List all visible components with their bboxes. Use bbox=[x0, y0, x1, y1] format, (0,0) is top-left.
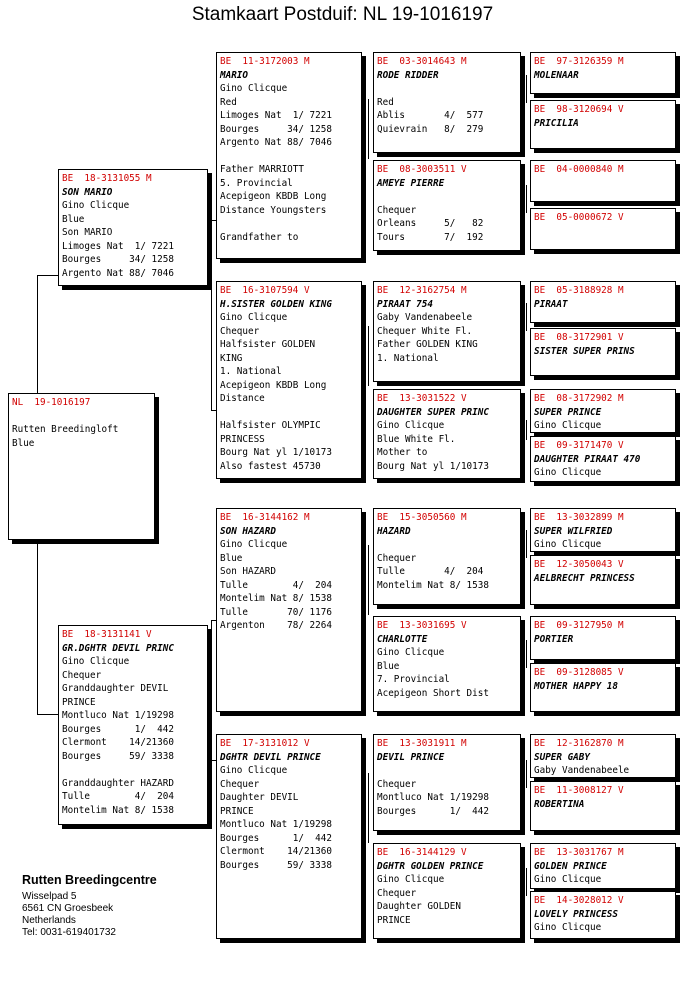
pedigree-line: Gino Clicque bbox=[62, 656, 130, 667]
pigeon-name: ROBERTINA bbox=[534, 798, 585, 810]
ring-number: BE 13-3031911 M bbox=[377, 738, 467, 749]
pedigree-card-dd bbox=[216, 734, 362, 939]
pedigree-card-ddd bbox=[373, 843, 521, 939]
ring-number: BE 16-3144162 M bbox=[220, 512, 310, 523]
pedigree-card-sire bbox=[58, 169, 208, 286]
pedigree-line: Montluco Nat 1/19298 bbox=[377, 792, 489, 803]
pedigree-card-g8 bbox=[530, 436, 676, 482]
pedigree-line: Acepigeon KBDB Long bbox=[220, 379, 327, 391]
pedigree-card-root bbox=[8, 393, 155, 540]
connector bbox=[526, 185, 527, 213]
pedigree-line: Gaby Vandenabeele bbox=[534, 765, 630, 776]
ring-number: BE 15-3050560 M bbox=[377, 512, 467, 523]
pedigree-line: Gino Clicque bbox=[377, 874, 445, 885]
pigeon-name: GR.DGHTR DEVIL PRINC bbox=[62, 642, 174, 654]
ring-number: BE 09-3127950 M bbox=[534, 620, 624, 631]
pigeon-name: PRICILIA bbox=[534, 117, 579, 129]
phone-line: Tel: 0031-619401732 bbox=[22, 927, 116, 938]
pedigree-line: PRINCE bbox=[220, 805, 254, 817]
pedigree-card-g3 bbox=[530, 160, 676, 202]
pedigree-line: Chequer bbox=[377, 887, 417, 899]
ring-number: BE 12-3050043 V bbox=[534, 559, 624, 570]
ring-number: BE 08-3003511 V bbox=[377, 164, 467, 175]
pigeon-name: SON MARIO bbox=[62, 186, 113, 198]
page-title: Stamkaart Postduif: NL 19-1016197 bbox=[191, 4, 494, 25]
pedigree-line: Acepigeon KBDB Long bbox=[220, 191, 327, 202]
address-line: Netherlands bbox=[22, 915, 76, 926]
pigeon-name: DEVIL PRINCE bbox=[377, 751, 445, 763]
pigeon-name: SON HAZARD bbox=[220, 525, 276, 537]
ring-number: BE 18-3131055 M bbox=[62, 173, 152, 184]
pigeon-name: PIRAAT bbox=[534, 298, 568, 310]
pedigree-line: PRINCESS bbox=[220, 433, 265, 445]
connector bbox=[37, 275, 38, 393]
pedigree-card-g10 bbox=[530, 555, 676, 605]
pedigree-line: PRINCE bbox=[377, 914, 411, 926]
pigeon-name: SUPER WILFRIED bbox=[534, 525, 613, 537]
pigeon-name: SUPER PRINCE bbox=[534, 406, 602, 418]
pedigree-line: Bourges 59/ 3338 bbox=[62, 750, 174, 762]
pedigree-line bbox=[377, 764, 517, 778]
pedigree-line: Argenton 78/ 2264 bbox=[220, 620, 332, 631]
pedigree-line: Argento Nat 88/ 7046 bbox=[220, 137, 332, 148]
pedigree-line: Blue bbox=[377, 660, 400, 672]
pedigree-line: Mother to bbox=[377, 447, 428, 458]
pedigree-line: Tulle 4/ 204 bbox=[377, 566, 484, 577]
pigeon-name: SUPER GABY bbox=[534, 751, 590, 763]
pedigree-line: Chequer bbox=[220, 325, 260, 337]
ring-number: BE 05-0000672 V bbox=[534, 212, 624, 223]
pedigree-line: Tulle 4/ 204 bbox=[62, 791, 174, 802]
pigeon-name: CHARLOTTE bbox=[377, 633, 428, 645]
pigeon-name: MOLENAAR bbox=[534, 69, 579, 81]
pedigree-line: Granddaughter DEVIL bbox=[62, 683, 169, 694]
pedigree-line: Daughter DEVIL bbox=[220, 792, 299, 803]
pedigree-line: Chequer bbox=[377, 204, 417, 216]
connector bbox=[526, 530, 527, 558]
pedigree-line: Gino Clicque bbox=[220, 312, 288, 323]
pigeon-name: AMEYE PIERRE bbox=[377, 177, 445, 189]
connector bbox=[526, 760, 527, 788]
pedigree-line: Gino Clicque bbox=[534, 539, 602, 550]
pigeon-name: DAUGHTER PIRAAT 470 bbox=[534, 453, 641, 465]
pedigree-card-g13 bbox=[530, 734, 676, 778]
pedigree-line: Gaby Vandenabeele bbox=[377, 312, 473, 323]
pedigree-line bbox=[220, 150, 358, 164]
pigeon-name: SISTER SUPER PRINS bbox=[534, 345, 635, 357]
pedigree-card-dds bbox=[373, 734, 521, 831]
pedigree-card-g11 bbox=[530, 616, 676, 660]
pedigree-line: Chequer White Fl. bbox=[377, 325, 473, 337]
pedigree-card-g2 bbox=[530, 100, 676, 149]
pedigree-line: Limoges Nat 1/ 7221 bbox=[62, 240, 174, 252]
ring-number: BE 16-3144129 V bbox=[377, 847, 467, 858]
pedigree-line: 1. National bbox=[377, 352, 439, 364]
pedigree-line: Bourges 34/ 1258 bbox=[62, 254, 174, 265]
ring-number: BE 08-3172901 V bbox=[534, 332, 624, 343]
pedigree-card-g14 bbox=[530, 781, 676, 831]
pigeon-name: PORTIER bbox=[534, 633, 574, 645]
pedigree-card-g9 bbox=[530, 508, 676, 552]
connector bbox=[368, 773, 369, 843]
ring-number: BE 98-3120694 V bbox=[534, 104, 624, 115]
pedigree-card-g12 bbox=[530, 663, 676, 712]
ring-number: BE 09-3128085 V bbox=[534, 667, 624, 678]
ring-number: BE 17-3131012 V bbox=[220, 738, 310, 749]
pedigree-line: Bourges 1/ 442 bbox=[377, 805, 489, 817]
pedigree-line: Tours 7/ 192 bbox=[377, 231, 484, 243]
pedigree-line bbox=[220, 406, 358, 420]
pedigree-line: Bourges 59/ 3338 bbox=[220, 859, 332, 871]
pigeon-name: DAUGHTER SUPER PRINC bbox=[377, 406, 489, 418]
pedigree-line: Montelim Nat 8/ 1538 bbox=[220, 593, 332, 604]
pedigree-line: Orleans 5/ 82 bbox=[377, 218, 484, 229]
ring-number: BE 13-3031767 M bbox=[534, 847, 624, 858]
pedigree-line: Gino Clicque bbox=[62, 200, 130, 211]
connector bbox=[526, 75, 527, 103]
pigeon-name: MARIO bbox=[220, 69, 248, 81]
pedigree-line: Bourges 34/ 1258 bbox=[220, 123, 332, 135]
pedigree-card-g7 bbox=[530, 389, 676, 433]
pedigree-line: Grandfather to bbox=[220, 231, 299, 243]
pedigree-card-ss bbox=[216, 52, 362, 259]
pedigree-line: Clermont 14/21360 bbox=[220, 846, 332, 857]
pedigree-card-dsd bbox=[373, 616, 521, 712]
pedigree-line: Gino Clicque bbox=[220, 539, 288, 550]
pedigree-line: Gino Clicque bbox=[534, 467, 602, 478]
connector bbox=[368, 545, 369, 615]
pedigree-line bbox=[377, 538, 517, 552]
pedigree-line: Chequer bbox=[377, 552, 417, 564]
ring-number: BE 11-3008127 V bbox=[534, 785, 624, 796]
ring-number: BE 12-3162754 M bbox=[377, 285, 467, 296]
ring-number: BE 97-3126359 M bbox=[534, 56, 624, 67]
pedigree-line: Gino Clicque bbox=[220, 83, 288, 94]
pigeon-name bbox=[534, 177, 672, 191]
connector bbox=[37, 539, 38, 714]
pigeon-name: H.SISTER GOLDEN KING bbox=[220, 298, 332, 310]
pedigree-line: Montluco Nat 1/19298 bbox=[62, 710, 174, 721]
pigeon-name: HAZARD bbox=[377, 525, 411, 537]
pedigree-card-sds bbox=[373, 281, 521, 382]
pedigree-line bbox=[377, 190, 517, 204]
pedigree-card-g15 bbox=[530, 843, 676, 889]
address-line: Wisselpad 5 bbox=[22, 891, 77, 902]
connector bbox=[526, 640, 527, 668]
pedigree-line: Granddaughter HAZARD bbox=[62, 777, 174, 789]
pedigree-line: Red bbox=[377, 96, 394, 108]
ring-number: BE 12-3162870 M bbox=[534, 738, 624, 749]
connector bbox=[368, 99, 369, 159]
connector bbox=[368, 326, 369, 386]
connector bbox=[37, 714, 59, 715]
pedigree-line: Daughter GOLDEN bbox=[377, 901, 461, 912]
pedigree-line bbox=[220, 217, 358, 231]
pedigree-line: Distance bbox=[220, 393, 265, 404]
pedigree-line: KING bbox=[220, 352, 243, 364]
connector bbox=[526, 303, 527, 331]
pedigree-line: Ablis 4/ 577 bbox=[377, 110, 484, 121]
pedigree-line: Montelim Nat 8/ 1538 bbox=[62, 804, 174, 816]
pigeon-name: DGHTR DEVIL PRINCE bbox=[220, 751, 321, 763]
ring-number: BE 14-3028012 V bbox=[534, 895, 624, 906]
connector bbox=[211, 220, 212, 410]
pedigree-line: Blue bbox=[12, 437, 35, 449]
pedigree-line: Rutten Breedingloft bbox=[12, 424, 119, 435]
pedigree-card-g6 bbox=[530, 328, 676, 376]
pedigree-card-dam bbox=[58, 625, 208, 825]
pedigree-line: Tulle 4/ 204 bbox=[220, 579, 332, 591]
pedigree-line: Clermont 14/21360 bbox=[62, 737, 174, 748]
pedigree-line: Also fastest 45730 bbox=[220, 460, 321, 472]
connector bbox=[526, 868, 527, 896]
pedigree-card-ds bbox=[216, 508, 362, 712]
ring-number: BE 03-3014643 M bbox=[377, 56, 467, 67]
pedigree-line: Gino Clicque bbox=[377, 647, 445, 658]
pedigree-line: Chequer bbox=[62, 669, 102, 681]
ring-number: NL 19-1016197 bbox=[12, 397, 91, 408]
pigeon-name: RODE RIDDER bbox=[377, 69, 439, 81]
pedigree-line: PRINCE bbox=[62, 696, 96, 708]
address-line: 6561 CN Groesbeek bbox=[22, 903, 114, 914]
pedigree-line: Quievrain 8/ 279 bbox=[377, 123, 484, 135]
pedigree-line: Bourges 1/ 442 bbox=[220, 832, 332, 844]
pedigree-line: 1. National bbox=[220, 366, 282, 377]
pedigree-line: Distance Youngsters bbox=[220, 204, 327, 216]
pedigree-line: Gino Clicque bbox=[534, 420, 602, 431]
pedigree-line: Halfsister OLYMPIC bbox=[220, 420, 321, 431]
pedigree-line: Chequer bbox=[220, 778, 260, 790]
breeder-contact bbox=[22, 873, 157, 939]
pedigree-line: Blue White Fl. bbox=[377, 433, 456, 445]
pedigree-line: Bourg Nat yl 1/10173 bbox=[220, 447, 332, 458]
pedigree-line: Father MARRIOTT bbox=[220, 164, 304, 175]
pedigree-card-g4 bbox=[530, 208, 676, 250]
ring-number: BE 13-3032899 M bbox=[534, 512, 624, 523]
ring-number: BE 08-3172902 M bbox=[534, 393, 624, 404]
pedigree-line: Gino Clicque bbox=[220, 765, 288, 776]
pedigree-card-dss bbox=[373, 508, 521, 605]
pedigree-card-g16 bbox=[530, 891, 676, 939]
ring-number: BE 04-0000840 M bbox=[534, 164, 624, 175]
pigeon-name: LOVELY PRINCESS bbox=[534, 908, 618, 920]
pigeon-name: GOLDEN PRINCE bbox=[534, 860, 607, 872]
pigeon-name bbox=[534, 225, 672, 239]
pedigree-line: Son HAZARD bbox=[220, 566, 276, 577]
pedigree-line: Limoges Nat 1/ 7221 bbox=[220, 110, 332, 121]
pedigree-line: Argento Nat 88/ 7046 bbox=[62, 267, 174, 279]
pedigree-line: Chequer bbox=[377, 778, 417, 790]
pedigree-line: Acepigeon Short Dist bbox=[377, 687, 489, 699]
ring-number: BE 13-3031695 V bbox=[377, 620, 467, 631]
pedigree-card-g1 bbox=[530, 52, 676, 94]
pedigree-card-ssd bbox=[373, 160, 521, 251]
pedigree-line: 5. Provincial bbox=[220, 177, 293, 189]
pigeon-name: AELBRECHT PRINCESS bbox=[534, 572, 635, 584]
pedigree-card-sd bbox=[216, 281, 362, 479]
pedigree-card-g5 bbox=[530, 281, 676, 323]
ring-number: BE 09-3171470 V bbox=[534, 440, 624, 451]
pedigree-card-sss bbox=[373, 52, 521, 153]
pedigree-line: Gino Clicque bbox=[534, 874, 602, 885]
pedigree-line: Montluco Nat 1/19298 bbox=[220, 819, 332, 830]
connector bbox=[526, 420, 527, 440]
ring-number: BE 13-3031522 V bbox=[377, 393, 467, 404]
connector bbox=[211, 620, 212, 760]
pedigree-line: Red bbox=[220, 96, 237, 108]
pigeon-name: PIRAAT 754 bbox=[377, 298, 433, 310]
ring-number: BE 05-3188928 M bbox=[534, 285, 624, 296]
pedigree-line: Halfsister GOLDEN bbox=[220, 339, 316, 350]
pedigree-line bbox=[62, 763, 204, 777]
pedigree-line: Tulle 70/ 1176 bbox=[220, 606, 332, 618]
ring-number: BE 16-3107594 V bbox=[220, 285, 310, 296]
pedigree-line: Gino Clicque bbox=[377, 420, 445, 431]
ring-number: BE 11-3172003 M bbox=[220, 56, 310, 67]
breeder-name: Rutten Breedingcentre bbox=[22, 873, 157, 887]
pigeon-name: MOTHER HAPPY 18 bbox=[534, 680, 618, 692]
connector bbox=[37, 275, 59, 276]
pedigree-line: Father GOLDEN KING bbox=[377, 339, 478, 350]
ring-number: BE 18-3131141 V bbox=[62, 629, 152, 640]
pedigree-line bbox=[377, 82, 517, 96]
pedigree-line: Bourg Nat yl 1/10173 bbox=[377, 460, 489, 472]
pedigree-line: Blue bbox=[62, 213, 85, 225]
pedigree-line: Gino Clicque bbox=[534, 922, 602, 933]
pigeon-name: DGHTR GOLDEN PRINCE bbox=[377, 860, 484, 872]
pedigree-line: Bourges 1/ 442 bbox=[62, 723, 174, 735]
pedigree-line: Montelim Nat 8/ 1538 bbox=[377, 579, 489, 591]
pedigree-line bbox=[12, 410, 151, 424]
pedigree-line: Son MARIO bbox=[62, 227, 113, 238]
pedigree-card-sdd bbox=[373, 389, 521, 479]
pedigree-line: Blue bbox=[220, 552, 243, 564]
pedigree-line: 7. Provincial bbox=[377, 674, 450, 685]
